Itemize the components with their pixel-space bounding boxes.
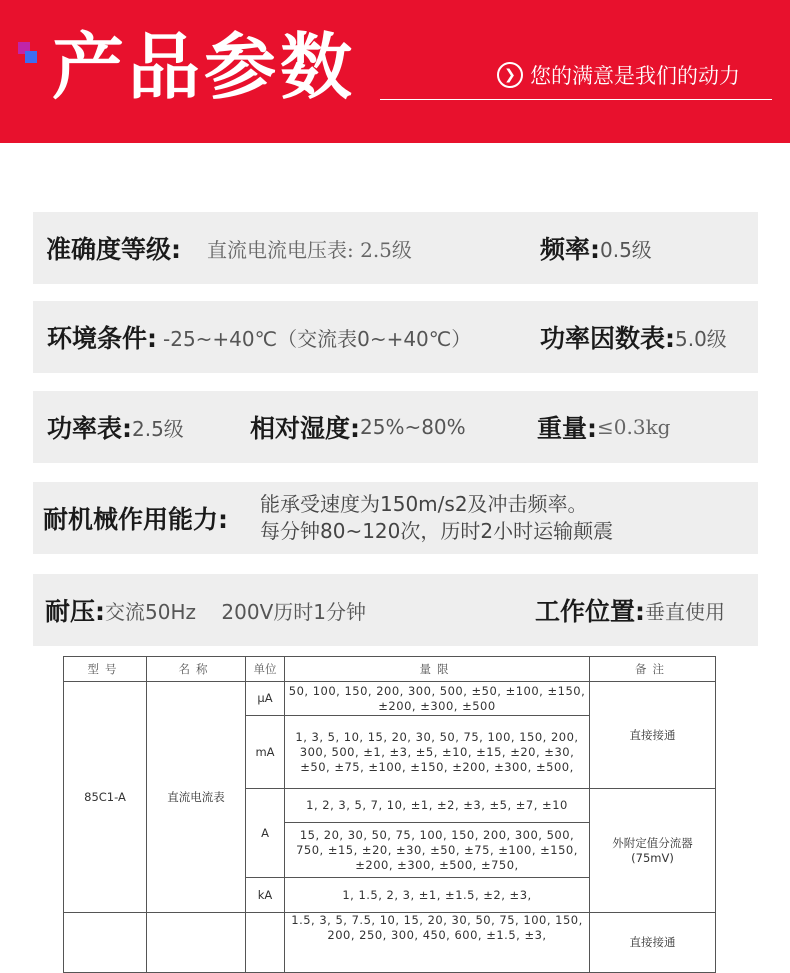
cell-range: 1.5, 3, 5, 7.5, 10, 15, 20, 30, 50, 75, 100, 150, 200, 250, 300, 450, 600, ±1.5, ±3,: [285, 913, 590, 973]
spec-power: [47, 391, 184, 463]
voltage-label: 耐压:: [45, 597, 105, 626]
table-row: [64, 682, 716, 716]
power-factor-label: 功率因数表:: [540, 324, 675, 353]
humidity-label: 相对湿度:: [250, 414, 360, 443]
cell-unit: A: [246, 789, 285, 878]
cell-range: 1, 2, 3, 5, 7, 10, ±1, ±2, ±3, ±5, ±7, ±10: [285, 789, 590, 823]
spec-table: [63, 656, 716, 973]
cell-range: 15, 20, 30, 50, 75, 100, 150, 200, 300, 500, 750, ±15, ±20, ±30, ±50, ±75, ±100, ±150, ±200, ±300, ±500, ±750,: [285, 823, 590, 878]
weight-label: 重量:: [537, 414, 597, 443]
environment-value: -25~+40℃（交流表0~+40℃）: [163, 326, 472, 351]
cell-range: 1, 1.5, 2, 3, ±1, ±1.5, ±2, ±3,: [285, 878, 590, 913]
cell-unit: μA: [246, 682, 285, 716]
spec-environment: [47, 301, 471, 373]
cell-model-2: [64, 913, 147, 973]
weight-value: ≤0.3kg: [597, 415, 671, 439]
accuracy-label: 准确度等级:: [46, 235, 181, 264]
cell-unit: kA: [246, 878, 285, 913]
spec-humidity: [250, 391, 466, 463]
environment-label: 环境条件:: [47, 324, 157, 353]
humidity-value: 25%~80%: [360, 415, 466, 439]
power-label: 功率表:: [47, 414, 132, 443]
frequency-value: 0.5级: [600, 237, 652, 262]
cell-name: 直流电流表: [147, 682, 246, 913]
position-value: 垂直使用: [645, 599, 725, 624]
spec-position: [535, 574, 725, 646]
accuracy-value: 直流电流电压表: 2.5级: [207, 237, 412, 262]
cell-unit: [246, 913, 285, 973]
spec-row-power: [33, 391, 758, 463]
spec-row-environment: [33, 301, 758, 373]
mechanical-value: [260, 491, 613, 545]
power-factor-value: 5.0级: [675, 326, 727, 351]
header-unit: 单位: [246, 657, 285, 682]
spec-weight: [537, 391, 671, 463]
spec-frequency: [540, 212, 652, 284]
cell-note-shunt: 外附定值分流器(75mV): [590, 789, 716, 913]
chevron-right-circle-icon: ❯: [497, 62, 523, 88]
spec-row-mechanical: [33, 482, 758, 554]
power-value: 2.5级: [132, 416, 184, 441]
spec-mechanical: [43, 482, 228, 554]
cell-note-direct: 直接接通: [590, 682, 716, 789]
header-banner: [0, 0, 790, 143]
cell-range: 1, 3, 5, 10, 15, 20, 30, 50, 75, 100, 150, 200, 300, 500, ±1, ±3, ±5, ±10, ±15, ±20, ±30, ±50, ±75, ±100, ±150, ±200, ±300, ±500,: [285, 716, 590, 789]
mechanical-value-line1: 能承受速度为150m/s2及冲击频率。: [260, 492, 588, 516]
spec-row-accuracy: [33, 212, 758, 284]
spec-voltage: [45, 574, 366, 646]
mechanical-label: 耐机械作用能力:: [43, 505, 228, 534]
cell-model: 85C1-A: [64, 682, 147, 913]
cell-range: 50, 100, 150, 200, 300, 500, ±50, ±100, ±150, ±200, ±300, ±500: [285, 682, 590, 716]
cell-name-2: [147, 913, 246, 973]
logo-squares-icon: [18, 42, 38, 64]
header-model: 型号: [64, 657, 147, 682]
frequency-label: 频率:: [540, 235, 600, 264]
slogan-underline: [380, 99, 772, 100]
mechanical-value-line2: 每分钟80~120次，历时2小时运输颠震: [260, 519, 614, 543]
spec-row-voltage: [33, 574, 758, 646]
table-header-row: [64, 657, 716, 682]
cell-unit: mA: [246, 716, 285, 789]
spec-accuracy: [46, 212, 412, 284]
header-note: 备注: [590, 657, 716, 682]
header-range: 量限: [285, 657, 590, 682]
header-name: 名称: [147, 657, 246, 682]
cell-note-direct-2: 直接接通: [590, 913, 716, 973]
spec-power-factor: [540, 301, 727, 373]
slogan: [497, 60, 740, 90]
voltage-value: 交流50Hz 200V历时1分钟: [105, 599, 366, 624]
slogan-text: 您的满意是我们的动力: [530, 64, 740, 88]
table-row: [64, 913, 716, 973]
page-title: 产品参数: [52, 25, 357, 109]
position-label: 工作位置:: [535, 597, 645, 626]
